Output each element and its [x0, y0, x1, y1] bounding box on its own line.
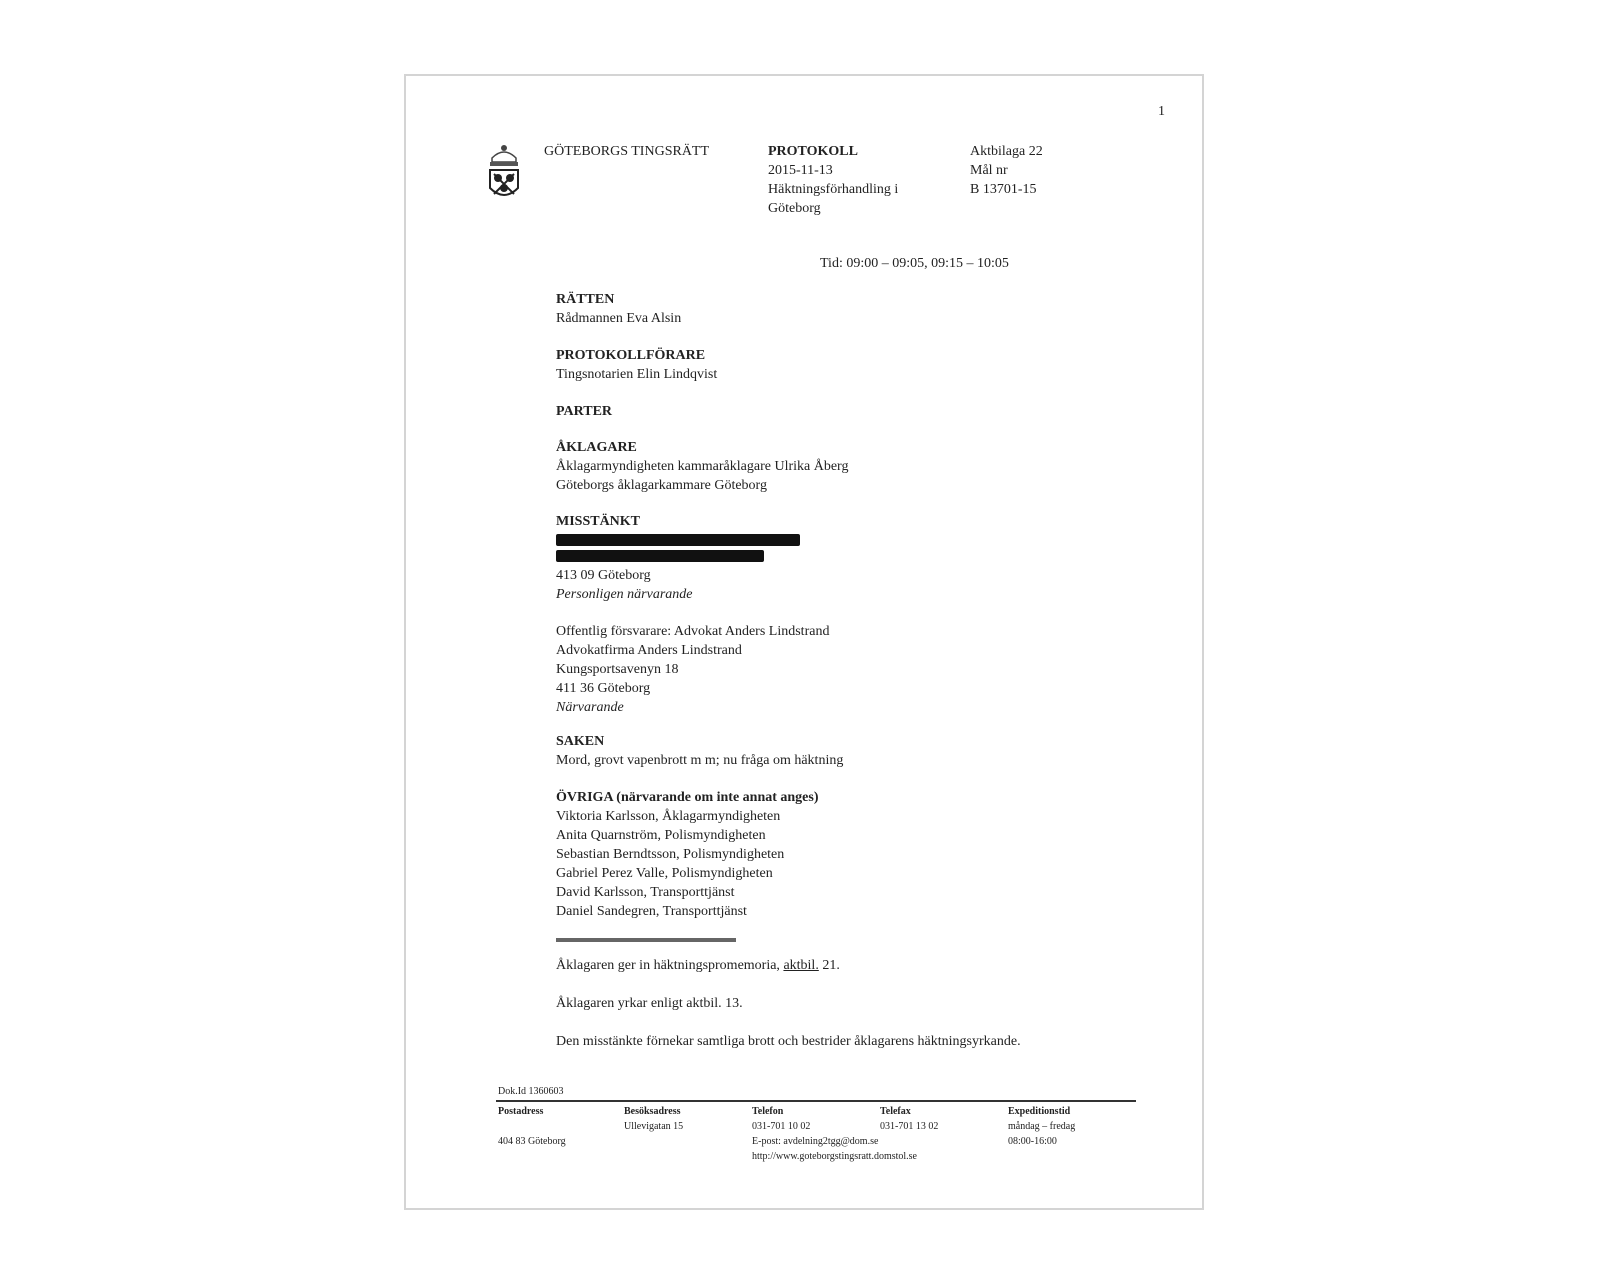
section-protokollforare: [556, 346, 1156, 384]
section-saken: [556, 732, 1156, 770]
section-line: Anita Quarnström, Polismyndigheten: [556, 828, 766, 843]
section-forsvarare: [556, 622, 1156, 717]
section-line: Advokatfirma Anders Lindstrand: [556, 643, 742, 658]
doc-type: PROTOKOLL: [768, 144, 858, 159]
footer-telefax: [880, 1104, 938, 1134]
hearing-time: Tid: 09:00 – 09:05, 09:15 – 10:05: [820, 256, 1009, 271]
footer-value: måndag – fredag: [1008, 1121, 1076, 1132]
section-heading: RÄTTEN: [556, 292, 615, 307]
section-line: Daniel Sandegren, Transporttjänst: [556, 904, 747, 919]
section-aklagare: [556, 438, 1156, 495]
redaction-bar: [556, 550, 764, 562]
hearing-type: Häktningsförhandling i: [768, 182, 899, 197]
footer-expeditionstid: [1008, 1104, 1075, 1149]
section-line: Göteborgs åklagarkammare Göteborg: [556, 478, 767, 493]
section-heading: PROTOKOLLFÖRARE: [556, 348, 706, 363]
section-heading: MISSTÄNKT: [556, 514, 641, 529]
doc-date: 2015-11-13: [768, 163, 833, 178]
section-line: Offentlig försvarare: Advokat Anders Lindstrand: [556, 624, 830, 639]
footer-rule: [496, 1100, 1136, 1102]
footer-postadress: [498, 1104, 566, 1149]
section-ovriga: [556, 788, 1156, 921]
case-info: [970, 142, 1043, 199]
page-number: 1: [1158, 104, 1165, 119]
section-line: Viktoria Karlsson, Åklagarmyndigheten: [556, 809, 781, 824]
presence-status: Närvarande: [556, 700, 624, 715]
presence-status: Personligen närvarande: [556, 587, 693, 602]
paragraph-1: [556, 956, 840, 975]
section-text: Rådmannen Eva Alsin: [556, 311, 682, 326]
court-crest-logo: [484, 140, 524, 206]
footer-label: Telefax: [880, 1106, 911, 1117]
section-misstankt: [556, 512, 1156, 604]
aktbilaga: Aktbilaga 22: [970, 144, 1043, 159]
protocol-block: [768, 142, 898, 218]
section-heading: SAKEN: [556, 734, 605, 749]
section-text: Mord, grovt vapenbrott m m; nu fråga om häktning: [556, 753, 844, 768]
section-parter: [556, 402, 1156, 421]
footer-value: 08:00-16:00: [1008, 1136, 1057, 1147]
section-line: David Karlsson, Transporttjänst: [556, 885, 735, 900]
footer-website-link[interactable]: http://www.goteborgstingsratt.domstol.se: [752, 1151, 917, 1162]
section-text: Tingsnotarien Elin Lindqvist: [556, 367, 718, 382]
court-name: GÖTEBORGS TINGSRÄTT: [544, 144, 710, 159]
section-heading: PARTER: [556, 404, 613, 419]
footer-value: [498, 1119, 566, 1134]
case-number: B 13701-15: [970, 182, 1037, 197]
footer-besoksadress: [624, 1104, 683, 1134]
section-heading: ÖVRIGA (närvarande om inte annat anges): [556, 790, 819, 805]
section-divider: [556, 938, 736, 942]
section-line: Gabriel Perez Valle, Polismyndigheten: [556, 866, 773, 881]
postal-address: 413 09 Göteborg: [556, 568, 651, 583]
redaction-bar: [556, 534, 800, 546]
document-page: [404, 74, 1204, 1210]
section-ratten: [556, 290, 1156, 328]
hearing-place: Göteborg: [768, 201, 821, 216]
document-id: Dok.Id 1360603: [498, 1086, 564, 1097]
section-line: Kungsportsavenyn 18: [556, 662, 679, 677]
section-line: 411 36 Göteborg: [556, 681, 651, 696]
footer-value: 031-701 13 02: [880, 1121, 939, 1132]
aktbil-reference: aktbil.: [783, 958, 819, 973]
paragraph-text: 21.: [822, 958, 840, 973]
footer-value: 404 83 Göteborg: [498, 1136, 566, 1147]
paragraph-2: Åklagaren yrkar enligt aktbil. 13.: [556, 996, 743, 1011]
footer-label: Besöksadress: [624, 1106, 681, 1117]
section-heading: ÅKLAGARE: [556, 440, 637, 455]
footer-value: Ullevigatan 15: [624, 1121, 684, 1132]
paragraph-3: Den misstänkte förnekar samtliga brott och bestrider åklagarens häktningsyrkande.: [556, 1034, 1021, 1049]
footer-label: Expeditionstid: [1008, 1106, 1071, 1117]
footer-value: 031-701 10 02: [752, 1121, 811, 1132]
case-number-label: Mål nr: [970, 163, 1008, 178]
section-line: Sebastian Berndtsson, Polismyndigheten: [556, 847, 785, 862]
footer-label: Postadress: [498, 1106, 544, 1117]
section-line: Åklagarmyndigheten kammaråklagare Ulrika Åberg: [556, 459, 849, 474]
footer-email[interactable]: E-post: avdelning2tgg@dom.se: [752, 1136, 879, 1147]
paragraph-text: Åklagaren ger in häktningspromemoria,: [556, 958, 780, 973]
footer-label: Telefon: [752, 1106, 784, 1117]
